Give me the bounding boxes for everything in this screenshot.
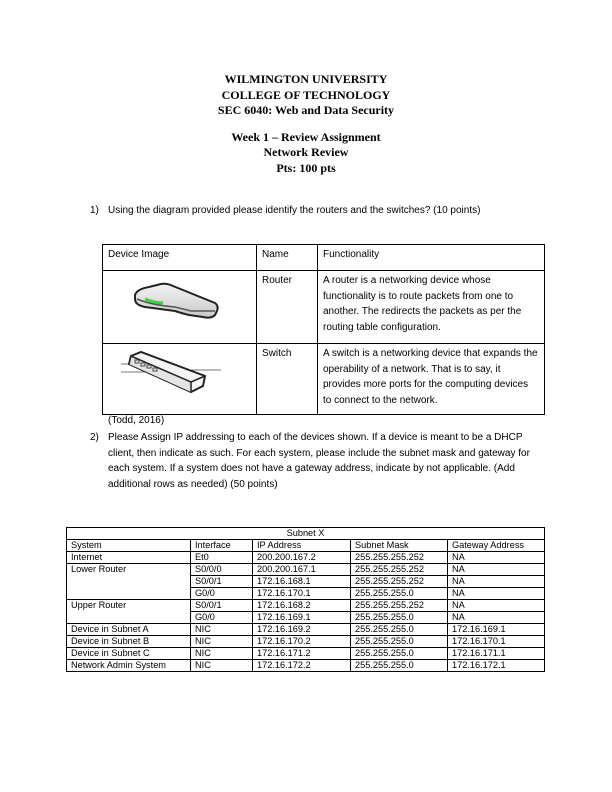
college-name: COLLEGE OF TECHNOLOGY [221, 87, 391, 102]
cell-interface: NIC [191, 648, 253, 660]
cell-mask: 255.255.255.252 [351, 564, 448, 576]
table-row [67, 624, 545, 636]
cell-gateway: NA [448, 552, 545, 564]
cell-gateway: NA [448, 588, 545, 600]
cell-mask: 255.255.255.0 [351, 648, 448, 660]
cell-mask: 255.255.255.0 [351, 588, 448, 600]
cell-mask: 255.255.255.252 [351, 552, 448, 564]
device-table [102, 244, 545, 415]
header-name: Name [257, 245, 318, 271]
cell-ip: 172.16.172.2 [253, 660, 351, 672]
assignment-points: Pts: 100 pts [276, 160, 336, 175]
header-device-image: Device Image [103, 245, 257, 271]
cell-system [67, 576, 191, 588]
router-icon [131, 275, 221, 321]
cell-system [67, 612, 191, 624]
cell-interface: Et0 [191, 552, 253, 564]
cell-mask: 255.255.255.0 [351, 624, 448, 636]
cell-system [67, 588, 191, 600]
cell-interface: S0/0/1 [191, 576, 253, 588]
question-text: Using the diagram provided please identify the routers and the switches? (10 points) [108, 205, 481, 216]
header-functionality: Functionality [318, 245, 545, 271]
header-system: System [67, 540, 191, 552]
table-header-row [103, 245, 545, 271]
header-interface: Interface [191, 540, 253, 552]
table-row [67, 552, 545, 564]
cell-system: Device in Subnet C [67, 648, 191, 660]
table-header-row [67, 540, 545, 552]
cell-interface: NIC [191, 624, 253, 636]
cell-interface: NIC [191, 660, 253, 672]
question-number: 2) [90, 432, 99, 443]
table-row [103, 344, 545, 415]
cell-interface: S0/0/1 [191, 600, 253, 612]
cell-mask: 255.255.255.0 [351, 636, 448, 648]
switch-icon [121, 350, 221, 398]
question-text: Please Assign IP addressing to each of the devices shown. If a device is meant to be a DHCP client, then indicate as such. For each system, please include the subnet mask and gateway for each system. If a system does not have a gateway address, indicate by not applicable. (Add additional rows as needed) (50 points) [108, 432, 530, 490]
table-row [67, 600, 545, 612]
table-row [67, 612, 545, 624]
table-caption-row [67, 528, 545, 540]
table-row [67, 564, 545, 576]
cell-gateway: 172.16.169.1 [448, 624, 545, 636]
device-name: Router [257, 271, 318, 344]
ip-address-table [66, 527, 545, 672]
subnet-caption: Subnet X [67, 528, 545, 540]
cell-ip: 200.200.167.2 [253, 552, 351, 564]
assignment-title: Week 1 – Review Assignment [231, 129, 381, 144]
cell-gateway: 172.16.172.1 [448, 660, 545, 672]
table-row [67, 588, 545, 600]
table-row [103, 271, 545, 344]
device-image-cell [103, 271, 257, 344]
cell-gateway: NA [448, 612, 545, 624]
table-row [67, 576, 545, 588]
cell-gateway: NA [448, 600, 545, 612]
cell-system: Internet [67, 552, 191, 564]
cell-mask: 255.255.255.252 [351, 600, 448, 612]
cell-ip: 200.200.167.1 [253, 564, 351, 576]
cell-mask: 255.255.255.0 [351, 612, 448, 624]
cell-interface: G0/0 [191, 588, 253, 600]
cell-ip: 172.16.168.1 [253, 576, 351, 588]
table-row [67, 636, 545, 648]
table-row [67, 660, 545, 672]
university-name: WILMINGTON UNIVERSITY [224, 72, 388, 86]
table-row [67, 648, 545, 660]
cell-ip: 172.16.169.1 [253, 612, 351, 624]
assignment-subtitle: Network Review [263, 145, 349, 159]
cell-ip: 172.16.168.2 [253, 600, 351, 612]
cell-ip: 172.16.171.2 [253, 648, 351, 660]
cell-ip: 172.16.170.2 [253, 636, 351, 648]
device-name: Switch [257, 344, 318, 415]
cell-interface: G0/0 [191, 612, 253, 624]
cell-interface: S0/0/0 [191, 564, 253, 576]
cell-ip: 172.16.169.2 [253, 624, 351, 636]
citation: (Todd, 2016) [108, 415, 165, 426]
cell-mask: 255.255.255.252 [351, 576, 448, 588]
cell-mask: 255.255.255.0 [351, 660, 448, 672]
cell-system: Upper Router [67, 600, 191, 612]
question-number: 1) [90, 205, 99, 216]
cell-ip: 172.16.170.1 [253, 588, 351, 600]
header-subnet-mask: Subnet Mask [351, 540, 448, 552]
cell-system: Network Admin System [67, 660, 191, 672]
header-ip-address: IP Address [253, 540, 351, 552]
device-functionality: A router is a networking device whose functionality is to route packets from one to another. The redirects the packets as per the routing table configuration. [318, 271, 545, 344]
cell-gateway: 172.16.170.1 [448, 636, 545, 648]
cell-system: Device in Subnet A [67, 624, 191, 636]
cell-gateway: NA [448, 564, 545, 576]
device-image-cell [103, 344, 257, 415]
cell-interface: NIC [191, 636, 253, 648]
device-functionality: A switch is a networking device that expands the operability of a network. That is to say, it provides more ports for the computing devices to connect to the network. [318, 344, 545, 415]
header-gateway-address: Gateway Address [448, 540, 545, 552]
course-title: SEC 6040: Web and Data Security [217, 103, 395, 117]
cell-system: Device in Subnet B [67, 636, 191, 648]
document-header [0, 72, 612, 176]
cell-gateway: NA [448, 576, 545, 588]
cell-gateway: 172.16.171.1 [448, 648, 545, 660]
cell-system: Lower Router [67, 564, 191, 576]
